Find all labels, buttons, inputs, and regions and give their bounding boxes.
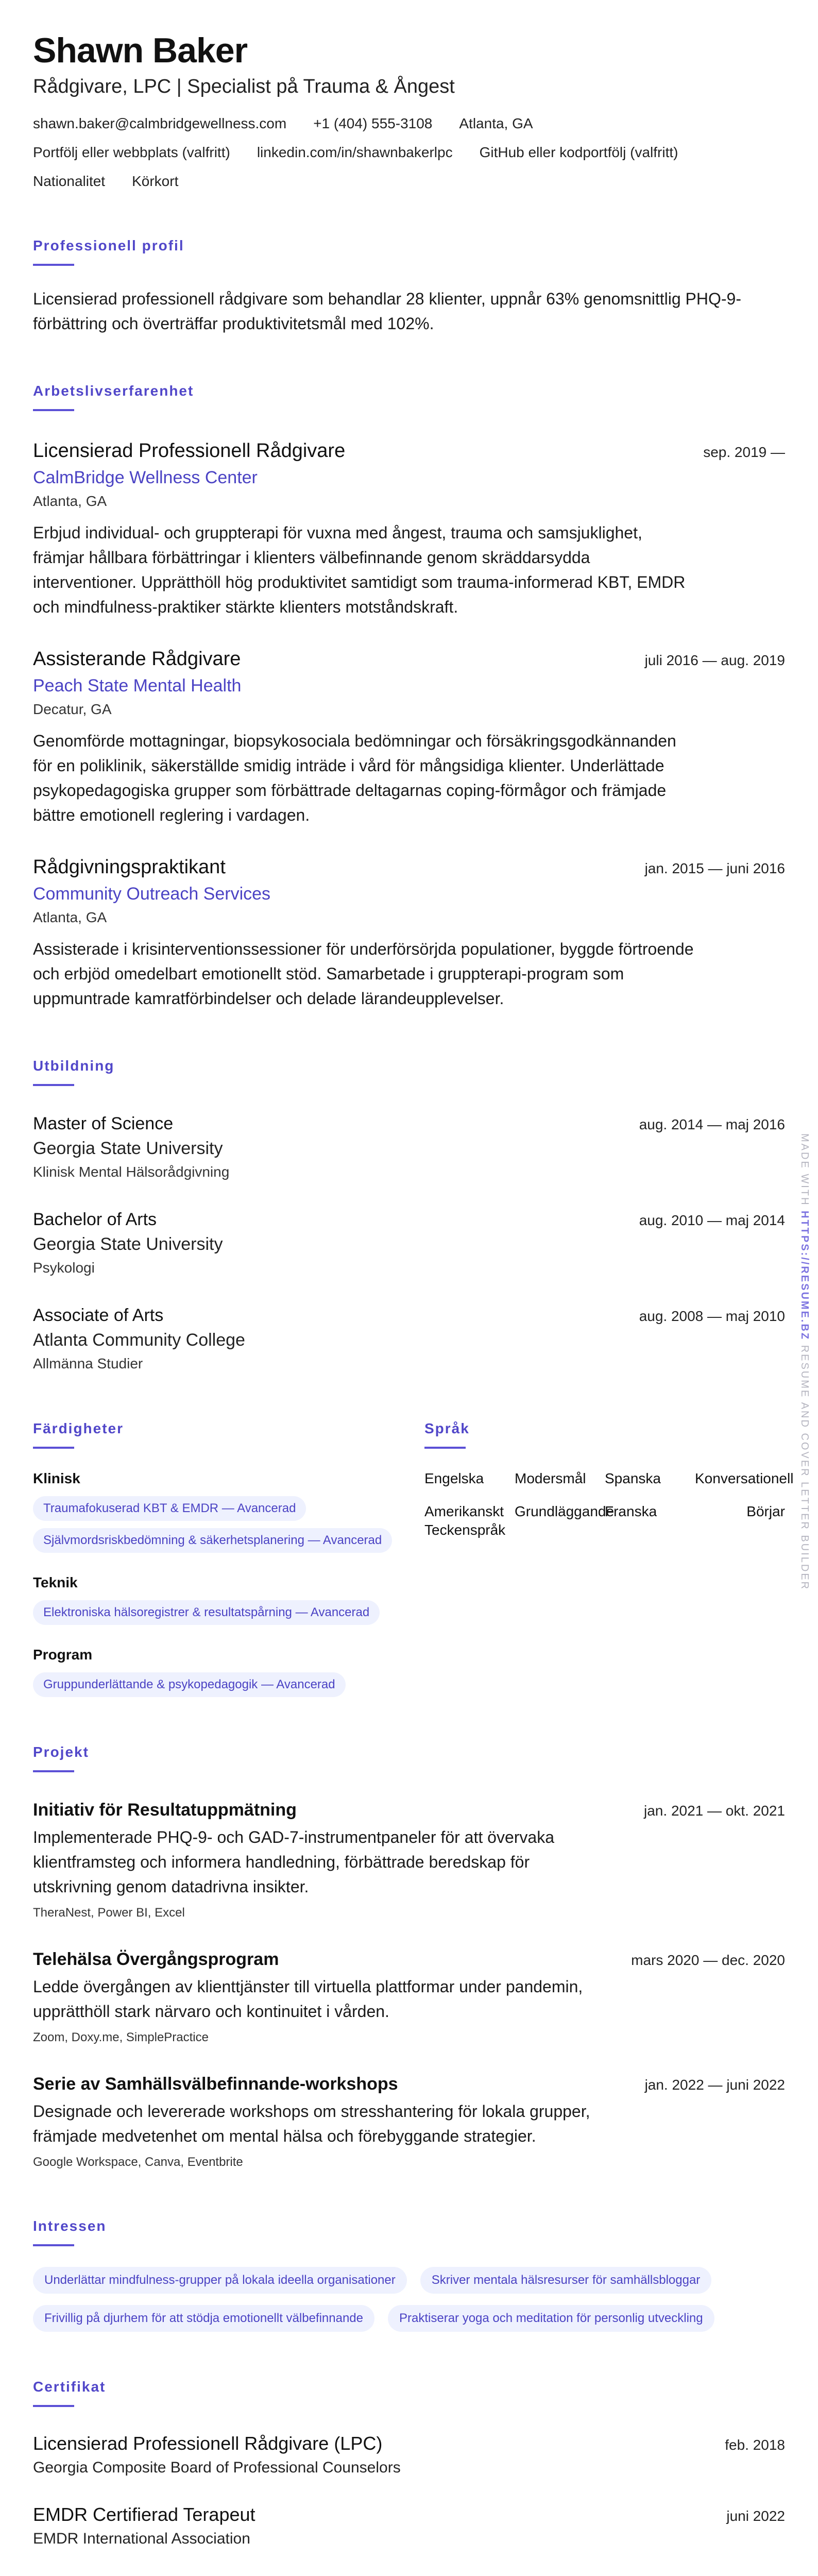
certificate-issuer: EMDR International Association bbox=[33, 2530, 250, 2547]
extra-row bbox=[33, 172, 785, 191]
linkedin-link[interactable]: linkedin.com/in/shawnbakerlpc bbox=[257, 144, 453, 160]
project-tech: Google Workspace, Canva, Eventbrite bbox=[33, 2155, 243, 2169]
edu-date: aug. 2008 — maj 2010 bbox=[639, 1308, 785, 1324]
job-date: juli 2016 — aug. 2019 bbox=[644, 652, 785, 668]
edu-school: Georgia State University bbox=[33, 1139, 223, 1158]
section-rule bbox=[33, 409, 74, 411]
edu-degree: Master of Science bbox=[33, 1114, 174, 1133]
certificate-date: juni 2022 bbox=[726, 2508, 785, 2524]
project-title: Telehälsa Övergångsprogram bbox=[33, 1950, 279, 1969]
section-title: Projekt bbox=[33, 1744, 89, 1760]
portfolio-link[interactable]: Portfölj eller webbplats (valfritt) bbox=[33, 144, 230, 160]
project-title: Serie av Samhällsvälbefinnande-workshops bbox=[33, 2074, 398, 2094]
contact-row bbox=[33, 114, 785, 133]
job-location: Atlanta, GA bbox=[33, 909, 107, 925]
job-description: Assisterade i krisinterventionssessioner för underförsörjda populationer, byggde förtroende och erbjöd omedelbart emotionellt stöd. Samarbetade i gruppterapi-program som uppmuntrade kamratförbindelser och delade lärandeupplevelser. bbox=[33, 940, 694, 1008]
project-entry bbox=[33, 1798, 785, 1922]
education-section bbox=[33, 1057, 785, 1374]
candidate-subtitle: Rådgivare, LPC | Specialist på Trauma & Ångest bbox=[33, 76, 455, 97]
language-row bbox=[424, 1502, 785, 1539]
job-date: jan. 2015 — juni 2016 bbox=[644, 860, 785, 876]
skill-tag: Traumafokuserad KBT & EMDR — Avancerad bbox=[33, 1496, 306, 1521]
edu-date: aug. 2014 — maj 2016 bbox=[639, 1116, 785, 1132]
language-name: Amerikanskt Teckenspråk bbox=[424, 1503, 506, 1538]
github-link[interactable]: GitHub eller kodportfölj (valfritt) bbox=[479, 144, 678, 160]
language-level: Börjar bbox=[746, 1503, 785, 1519]
section-title: Färdigheter bbox=[33, 1420, 124, 1436]
project-tech: Zoom, Doxy.me, SimplePractice bbox=[33, 2030, 209, 2044]
project-description: Implementerade PHQ-9- och GAD-7-instrumentpaneler för att övervaka klientframsteg och informera handledning, förbättrade beredskap för utskrivning genom datadrivna insikter. bbox=[33, 1828, 554, 1896]
job-title: Licensierad Professionell Rådgivare bbox=[33, 440, 346, 462]
interest-tag: Underlättar mindfulness-grupper på lokala ideella organisationer bbox=[33, 2267, 407, 2294]
languages-section bbox=[424, 1420, 794, 1697]
certificate-title: Licensierad Professionell Rådgivare (LPC) bbox=[33, 2433, 383, 2454]
location-text: Atlanta, GA bbox=[459, 115, 533, 131]
job-location: Atlanta, GA bbox=[33, 493, 107, 509]
drivers-license-text: Körkort bbox=[132, 173, 179, 189]
edu-degree: Associate of Arts bbox=[33, 1306, 164, 1325]
project-description: Designade och levererade workshops om stresshantering för lokala grupper, främjade medvetenhet om mental hälsa och förebyggande strategier. bbox=[33, 2102, 590, 2145]
edu-field: Klinisk Mental Hälsorådgivning bbox=[33, 1164, 230, 1180]
certificates-section bbox=[33, 2378, 785, 2549]
builder-credit bbox=[797, 1133, 814, 1591]
project-description: Ledde övergången av klienttjänster till virtuella plattformar under pandemin, upprätthöll stark närvaro och kontinuitet i vården. bbox=[33, 1977, 583, 2021]
language-level: Modersmål bbox=[515, 1470, 586, 1486]
job-company: Community Outreach Services bbox=[33, 884, 271, 904]
certificate-title: EMDR Certifierad Terapeut bbox=[33, 2504, 255, 2525]
section-rule bbox=[33, 2405, 74, 2407]
skill-group-title: Program bbox=[33, 1647, 93, 1663]
skill-group bbox=[33, 1469, 394, 1553]
section-rule bbox=[33, 264, 74, 266]
project-tech: TheraNest, Power BI, Excel bbox=[33, 1906, 185, 1920]
section-title: Professionell profil bbox=[33, 238, 184, 253]
job-company: CalmBridge Wellness Center bbox=[33, 468, 258, 487]
language-row bbox=[424, 1469, 794, 1488]
certificate-issuer: Georgia Composite Board of Professional Counselors bbox=[33, 2459, 401, 2476]
language-name: Spanska bbox=[605, 1470, 661, 1486]
section-title: Språk bbox=[424, 1420, 470, 1436]
candidate-name: Shawn Baker bbox=[33, 31, 248, 70]
interest-tag: Skriver mentala hälsresurser för samhällsbloggar bbox=[420, 2267, 712, 2294]
edu-school: Georgia State University bbox=[33, 1234, 223, 1254]
job-date: sep. 2019 — bbox=[703, 444, 785, 460]
interest-tag: Praktiserar yoga och meditation för personlig utveckling bbox=[388, 2305, 714, 2332]
certificate-date: feb. 2018 bbox=[725, 2437, 785, 2453]
certificate-entry bbox=[33, 2503, 785, 2549]
credit-prefix: MADE WITH bbox=[799, 1133, 810, 1207]
project-date: jan. 2022 — juni 2022 bbox=[644, 2077, 785, 2093]
section-rule bbox=[33, 1084, 74, 1086]
section-rule bbox=[33, 1447, 74, 1449]
project-date: jan. 2021 — okt. 2021 bbox=[644, 1803, 785, 1819]
resume-page bbox=[33, 30, 794, 2549]
edu-field: Allmänna Studier bbox=[33, 1355, 143, 1371]
skills-section bbox=[33, 1420, 394, 1697]
education-entry bbox=[33, 1112, 785, 1182]
skill-group bbox=[33, 1573, 394, 1625]
interest-tag: Frivillig på djurhem för att stödja emotionellt välbefinnande bbox=[33, 2305, 374, 2332]
skill-tag: Elektroniska hälsoregistrer & resultatspårning — Avancerad bbox=[33, 1600, 380, 1625]
skill-group-title: Teknik bbox=[33, 1574, 78, 1590]
project-entry bbox=[33, 1947, 785, 2046]
credit-suffix: RESUME AND COVER LETTER BUILDER bbox=[799, 1345, 810, 1591]
credit-link[interactable]: HTTPS://RESUME.BZ bbox=[799, 1211, 810, 1341]
job-entry bbox=[33, 646, 785, 827]
skill-tag: Gruppunderlättande & psykopedagogik — Avancerad bbox=[33, 1672, 346, 1697]
profile-section bbox=[33, 237, 785, 336]
language-name: Engelska bbox=[424, 1470, 484, 1486]
job-location: Decatur, GA bbox=[33, 701, 112, 717]
edu-date: aug. 2010 — maj 2014 bbox=[639, 1212, 785, 1228]
job-title: Assisterande Rådgivare bbox=[33, 648, 241, 670]
project-date: mars 2020 — dec. 2020 bbox=[631, 1952, 785, 1968]
language-name: Franska bbox=[605, 1503, 657, 1519]
links-row bbox=[33, 143, 785, 162]
edu-school: Atlanta Community College bbox=[33, 1330, 245, 1350]
edu-degree: Bachelor of Arts bbox=[33, 1210, 157, 1229]
section-title: Utbildning bbox=[33, 1058, 115, 1074]
job-description: Genomförde mottagningar, biopsykosociala bedömningar och försäkringsgodkännanden för en poliklinik, säkerställde smidig inträde i vård för mångsidiga klienter. Underlättade psykopedagogiska grupper som förbättrade deltagarnas coping-förmågor och främjade bättre emotionell reglering i vardagen. bbox=[33, 732, 676, 824]
project-entry bbox=[33, 2072, 785, 2171]
education-entry bbox=[33, 1208, 785, 1278]
section-rule bbox=[424, 1447, 466, 1449]
nationality-text: Nationalitet bbox=[33, 173, 106, 189]
education-entry bbox=[33, 1303, 785, 1374]
section-rule bbox=[33, 1770, 74, 1772]
job-entry bbox=[33, 438, 785, 619]
skill-group bbox=[33, 1646, 394, 1697]
section-title: Arbetslivserfarenhet bbox=[33, 383, 194, 399]
job-description: Erbjud individual- och gruppterapi för vuxna med ångest, trauma och samsjuklighet, främjar hållbara förbättringar i klienters välbefinnande genom skräddarsydda interventioner. Upprätthöll hög produktivitet samtidigt som trauma-informerad KBT, EMDR och mindfulness-praktiker stärkte klienters motståndskraft. bbox=[33, 523, 686, 616]
section-title: Certifikat bbox=[33, 2379, 106, 2395]
phone-link[interactable]: +1 (404) 555-3108 bbox=[313, 115, 433, 131]
section-rule bbox=[33, 2244, 74, 2246]
job-company: Peach State Mental Health bbox=[33, 676, 242, 696]
projects-section bbox=[33, 1743, 785, 2171]
profile-text: Licensierad professionell rådgivare som behandlar 28 klienter, uppnår 63% genomsnittlig PHQ-9-förbättring och överträffar produktivitetsmål med 102%. bbox=[33, 290, 741, 333]
job-entry bbox=[33, 854, 785, 1011]
job-title: Rådgivningspraktikant bbox=[33, 856, 226, 878]
project-title: Initiativ för Resultatuppmätning bbox=[33, 1800, 297, 1820]
interests-section bbox=[33, 2217, 785, 2332]
certificate-entry bbox=[33, 2432, 785, 2478]
edu-field: Psykologi bbox=[33, 1260, 95, 1276]
section-title: Intressen bbox=[33, 2218, 107, 2234]
skill-group-title: Klinisk bbox=[33, 1470, 80, 1486]
language-level: Grundläggande bbox=[515, 1503, 615, 1519]
skill-tag: Självmordsriskbedömning & säkerhetsplanering — Avancerad bbox=[33, 1528, 392, 1553]
language-level: Konversationell bbox=[695, 1470, 794, 1486]
experience-section bbox=[33, 382, 785, 1011]
skills-languages-row bbox=[33, 1420, 794, 1697]
email-link[interactable]: shawn.baker@calmbridgewellness.com bbox=[33, 115, 287, 131]
